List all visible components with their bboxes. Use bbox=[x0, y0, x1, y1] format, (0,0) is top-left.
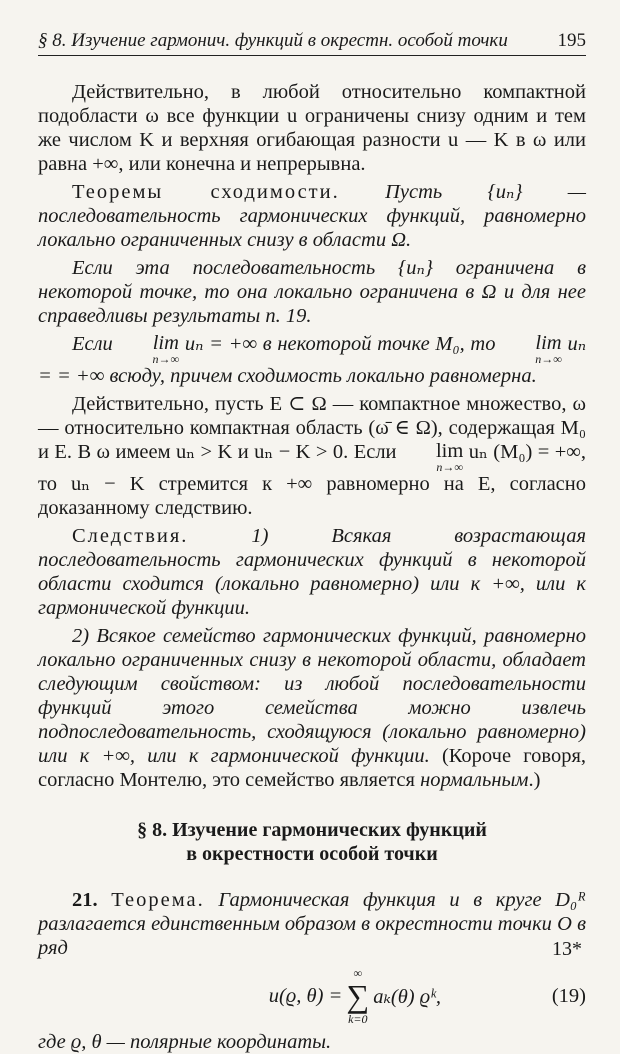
lim-sub: n→∞ bbox=[436, 460, 463, 474]
section-heading bbox=[38, 818, 586, 866]
running-header bbox=[38, 30, 586, 56]
section-line-2: в окрестности особой точки bbox=[186, 843, 438, 865]
paragraph-4 bbox=[38, 332, 586, 388]
page bbox=[38, 30, 586, 1054]
lim-sub: n→∞ bbox=[152, 352, 180, 366]
corollary-2: 2) Всякое семейство гармонических функций, равномерно локально ограниченных снизу в некоторой области, обладает следующим свойством: из любой последовательности функций этого семейства можно извлечь подпоследовательность, сходящуюся (локально равномерно) или к +∞, или к гармонической функции. bbox=[38, 625, 586, 767]
theorem-21-label: Теорема. bbox=[111, 889, 205, 911]
para4-start: Если bbox=[72, 333, 113, 355]
signature-mark: 13* bbox=[552, 938, 582, 960]
sum-sign: ∑ bbox=[346, 978, 370, 1014]
lim-word: lim bbox=[435, 440, 464, 462]
sum-top: ∞ bbox=[353, 966, 363, 980]
theorem-21-number: 21. bbox=[72, 889, 98, 911]
paragraph-1: Действительно, в любой относительно компактной подобласти ω все функции u ограничены снизу одним и тем же числом K и верхняя огибающая разности u — K в ω или равна +∞, или конечна и непрерывна. bbox=[38, 81, 586, 175]
lim-word: lim bbox=[152, 332, 179, 354]
corollaries bbox=[38, 524, 586, 620]
section-line-1: § 8. Изучение гармонических функций bbox=[137, 819, 487, 841]
last-line: где ϱ, θ — полярные координаты. bbox=[38, 1031, 332, 1053]
header-title: § 8. Изучение гармонич. функций в окрестн. особой точки bbox=[38, 30, 508, 51]
corollary-2-tail-c: .) bbox=[528, 769, 541, 791]
formula-19 bbox=[38, 966, 586, 1026]
para4-middle: uₙ = +∞ в некоторой точке M₀, то bbox=[184, 333, 496, 355]
corollary-2-tail-a: (Короче говоря, согласно Монтелю, это семейство является bbox=[38, 745, 587, 791]
lim-word: lim bbox=[535, 332, 562, 354]
limit-1 bbox=[119, 332, 180, 364]
corollary-2-paragraph bbox=[38, 624, 586, 792]
theorem-convergence bbox=[38, 180, 586, 252]
corollary-label: Следствия. bbox=[72, 525, 189, 547]
theorem-text: Пусть {uₙ} — последовательность гармонических функций, равномерно локально ограниченных снизу в области Ω. bbox=[38, 181, 586, 251]
formula-lhs: u(ϱ, θ) = bbox=[268, 984, 343, 1007]
sum-symbol bbox=[346, 965, 369, 1027]
para5-end: uₙ (M₀) = +∞, то uₙ − K стремится к +∞ равномерно на E, согласно доказанному следствию. bbox=[38, 441, 587, 519]
theorem-label: Теоремы сходимости. bbox=[72, 181, 340, 203]
formula-expression bbox=[38, 965, 552, 1027]
theorem-21-text: Гармоническая функция u в круге D₀ᴿ разлагается единственным образом в окрестности точки O в ряд bbox=[38, 889, 587, 959]
corollary-1: 1) Всякая возрастающая последовательность гармонических функций в некоторой области сходится (локально равномерно) или к +∞, или к гармонической функции. bbox=[38, 525, 586, 619]
para5-start: Действительно, пусть E ⊂ Ω — компактное множество, ω — относительно компактная область (ω̄ ∈ Ω), содержащая M₀ и E. В ω имеем uₙ > K и uₙ − K > 0. Если bbox=[38, 393, 586, 463]
corollary-2-tail-b: нормальным bbox=[420, 769, 529, 791]
paragraph-5 bbox=[38, 392, 586, 520]
lim-sub: n→∞ bbox=[535, 352, 562, 366]
para4-end: uₙ = = +∞ всюду, причем сходимость локально равномерна. bbox=[38, 333, 587, 387]
paragraph-3: Если эта последовательность {uₙ} ограничена в некоторой точке, то она локально ограничена в Ω и для нее справедливы результаты п. 19. bbox=[38, 257, 586, 327]
formula-number: (19) bbox=[551, 984, 586, 1007]
limit-2 bbox=[501, 332, 562, 364]
page-number: 195 bbox=[557, 30, 586, 51]
sum-bottom: k=0 bbox=[348, 1012, 368, 1026]
formula-rhs: aₖ(θ) ϱᵏ, bbox=[373, 985, 442, 1008]
theorem-21 bbox=[38, 888, 586, 960]
limit-3 bbox=[402, 440, 463, 472]
